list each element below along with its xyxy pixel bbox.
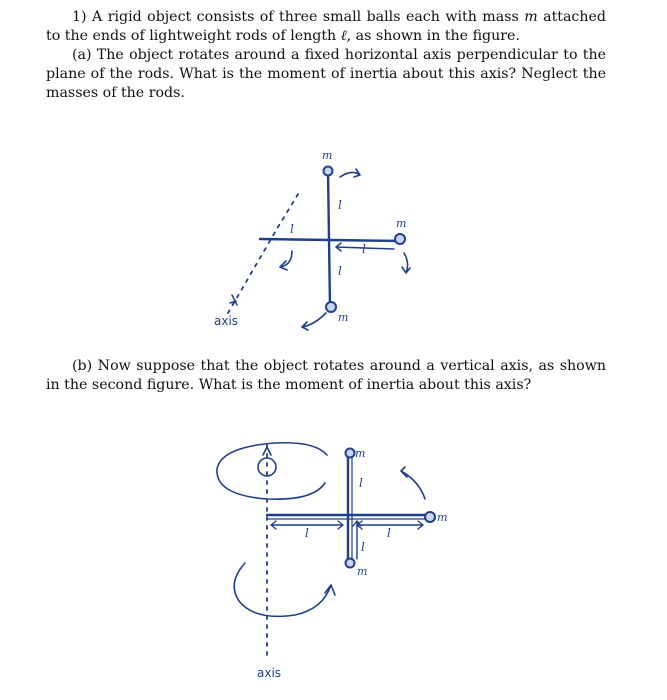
- mass-label-right: m: [437, 511, 448, 524]
- length-label-upper: l: [359, 476, 363, 490]
- mass-label-right: m: [396, 217, 407, 230]
- rotation-arrow-right: [401, 467, 425, 499]
- length-label-upper: l: [338, 198, 342, 212]
- rotation-arrow-right: [402, 253, 410, 273]
- figure-a: [200, 135, 440, 335]
- axis-label: axis: [214, 314, 239, 328]
- axis-dashed-line: [228, 191, 300, 313]
- rotation-loop-top: [217, 443, 327, 499]
- mass-label-top: m: [322, 149, 333, 162]
- ball-right: [395, 234, 405, 244]
- length-label-right: l: [362, 242, 366, 256]
- figure-b: [205, 425, 455, 690]
- rotation-arrow-bottom: [302, 313, 326, 330]
- rotation-arrow-left: [280, 251, 292, 270]
- mass-label-top: m: [355, 447, 366, 460]
- rotation-arrow-top: [340, 169, 360, 177]
- ball-top: [346, 449, 355, 458]
- mass-label-bottom: m: [338, 311, 349, 324]
- length-label-right: l: [387, 526, 391, 540]
- length-label-left: l: [305, 526, 309, 540]
- mass-symbol: m: [524, 9, 538, 25]
- part-a-text: (a) The object rotates around a fixed horizontal axis perpendicular to the plane of the rods. What is the moment of inertia about this axis? Neglect the masses of the rods.: [46, 47, 606, 101]
- length-symbol: ℓ: [340, 28, 347, 44]
- ball-top: [324, 167, 333, 176]
- horizontal-rod: [260, 239, 400, 241]
- problem-statement: 1) A rigid object consists of three small balls each with mass m attached to the ends of lightweight rods of length ℓ, as shown in the figure.: [46, 9, 606, 44]
- length-label-lower: l: [338, 264, 342, 278]
- part-b-text: (b) Now suppose that the object rotates around a vertical axis, as shown in the second figure. What is the moment of inertia about this axis?: [46, 358, 606, 393]
- ball-bottom: [326, 302, 336, 312]
- length-label-lower: l: [361, 540, 365, 554]
- ball-right: [425, 512, 435, 522]
- length-label-left: l: [290, 222, 294, 236]
- rotation-loop-bottom: [234, 563, 335, 616]
- mass-label-bottom: m: [357, 565, 368, 578]
- axis-label: axis: [257, 666, 282, 680]
- ball-bottom: [346, 559, 355, 568]
